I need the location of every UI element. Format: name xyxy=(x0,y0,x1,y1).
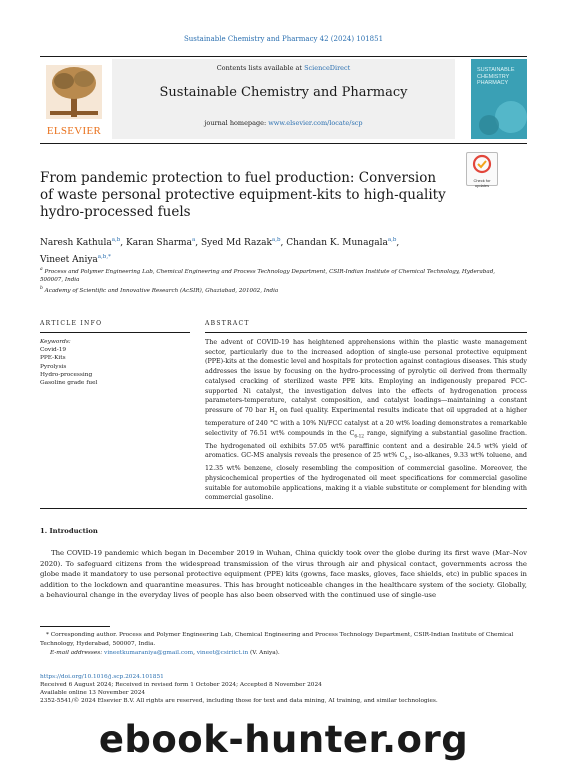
author-affiliation-mark[interactable]: a,b xyxy=(271,237,281,243)
email-line xyxy=(40,649,527,658)
footnote xyxy=(40,631,527,657)
abstract-bottom-rule xyxy=(40,508,527,509)
author-affiliation-mark[interactable]: a,b xyxy=(111,237,121,243)
cover-title xyxy=(477,67,515,87)
available-online: Available online 13 November 2024 xyxy=(40,690,146,696)
affiliation-text: Academy of Scientific and Innovative Research (AcSIR), Ghaziabad, 201002, India xyxy=(44,287,279,294)
abstract-subscript: 6-12 xyxy=(354,433,365,439)
copyright-line: 2352-5541/© 2024 Elsevier B.V. All rights are reserved, including those for text and data mining, AI training, and similar technologies. xyxy=(40,698,438,704)
author-name[interactable]: Chandan K. Munagala xyxy=(286,238,388,248)
keywords-label: Keywords: xyxy=(40,339,71,345)
abstract-subscript: 2 xyxy=(274,411,278,417)
article-history xyxy=(40,673,527,705)
introduction-text: The COVID-19 pandemic which began in December 2019 in Wuhan, China quickly took over the globe during its first wave (Mar–Nov 2020). To safeguard citizens from the widespread transmission of the virus through air and physical contact, governments across the globe made it mandatory to use personal protective equipment (PPE) kits (gowns, face masks, gloves, face shields, etc) in public spaces in addition to the lockdown and quarantine measures. This has brought noticeable changes in the healthcare system of the society. Globally, a behavioural change in the everyday lives of people has also been observed with the continued use of single-use xyxy=(40,549,527,600)
author-affiliation-mark[interactable]: a,b,* xyxy=(97,254,111,260)
footnote-rule xyxy=(40,626,110,627)
author-name[interactable]: Vineet Aniya xyxy=(40,255,98,265)
abstract-rule xyxy=(205,332,527,333)
check-updates-line-1: Check for xyxy=(473,178,491,183)
article-title: From pandemic protection to fuel production: Conversion of waste personal protective equipment-kits to high-quality hydro-processed fuels xyxy=(40,170,446,220)
keyword-item: Gasoline grade fuel xyxy=(40,380,98,387)
abstract-text xyxy=(205,338,527,503)
email-label: E-mail addresses: xyxy=(50,649,105,656)
journal-homepage-link[interactable]: www.elsevier.com/locate/scp xyxy=(268,119,363,127)
contents-line xyxy=(112,64,455,72)
footnote-text: Corresponding author. Process and Polymer Engineering Lab, Chemical Engineering and Process Technology Department, CSIR-Indian Institute of Chemical Technology, Hyderabad, 500007, India. xyxy=(40,632,514,647)
cover-line-2: CHEMISTRY xyxy=(477,73,510,80)
email-separator: , xyxy=(193,649,197,656)
sciencedirect-link[interactable]: ScienceDirect xyxy=(304,64,351,72)
elsevier-tree-icon xyxy=(40,61,108,123)
affiliation-mark: a xyxy=(40,267,43,272)
affiliation-mark: b xyxy=(40,285,43,291)
journal-cover-thumbnail xyxy=(471,59,527,139)
homepage-line xyxy=(112,119,455,127)
keyword-item: PPE-Kits xyxy=(40,355,66,362)
doi-link[interactable]: https://doi.org/10.1016/j.scp.2024.101851 xyxy=(40,674,164,680)
keyword-item: Hydro-processing xyxy=(40,371,93,378)
keyword-item: Covid-19 xyxy=(40,347,67,354)
author-affiliation-mark[interactable]: a,b xyxy=(387,237,397,243)
email-link[interactable]: vineet@csiriict.in xyxy=(196,649,249,656)
cover-line-3: PHARMACY xyxy=(477,80,509,86)
email-suffix: (V. Aniya). xyxy=(248,649,280,656)
check-for-updates-button[interactable] xyxy=(466,152,498,186)
author-affiliation-mark[interactable]: a xyxy=(191,237,196,243)
journal-header-center xyxy=(112,59,455,139)
keyword-item: Pyrolysis xyxy=(40,363,67,370)
cover-line-1: SUSTAINABLE xyxy=(477,67,515,73)
author-list: Naresh Kathula$^{a,b}$, Karan Sharma$^a$, Syed Md Razak$^{a,b}$, Chandan K. Munagala$^{a,b}$, Vineet Aniya$^{a,b,*}$ xyxy=(40,237,400,265)
email-link[interactable]: vineetkumaraniya@gmail.com xyxy=(104,649,194,656)
elsevier-logo xyxy=(40,61,108,137)
journal-reference[interactable]: Sustainable Chemistry and Pharmacy 42 (2024) 101851 xyxy=(183,35,384,43)
journal-header xyxy=(40,56,527,144)
elsevier-wordmark: ELSEVIER xyxy=(46,125,102,137)
affiliation-text: Process and Polymer Engineering Lab, Chemical Engineering and Process Technology Department, CSIR-Indian Institute of Chemical Technology, Hyderabad, 500007, India xyxy=(40,268,496,284)
affiliation-item xyxy=(40,285,510,295)
abstract-part: on fuel quality. Experimental results indicate that oil upgraded at a higher temperature of 240 °C with a 10% Ni/FCC catalyst at a 20 wt% loading demonstrates a remarkable selectivity of 76.51 wt% compounds in the C xyxy=(205,406,527,437)
abstract-subscript: 5-7 xyxy=(404,456,412,462)
keywords-block xyxy=(40,338,190,387)
article-info-heading: ARTICLE INFO xyxy=(40,320,103,327)
abstract-heading: ABSTRACT xyxy=(205,320,250,327)
author-name[interactable]: Syed Md Razak xyxy=(200,238,272,248)
homepage-prefix: journal homepage: xyxy=(204,119,269,127)
abstract-part: iso-alkanes, 9.33 wt% toluene, and 12.35 wt% benzene, closely resembling the composition of commercial gasoline. Moreover, the physicochemical properties of the hydrogenated oil meet specifications for commercial gasoline suitable for automobile applications, making it a viable substitute or complement for blending with commercial gasoline. xyxy=(205,452,527,502)
check-updates-line-2: updates xyxy=(474,182,490,188)
affiliation-item xyxy=(40,266,510,285)
abstract-part: range, signifying a substantial gasoline fraction. The hydrogenated oil exhibits 57.05 wt% paraffinic content and a desirable 24.5 wt% yield of aromatics. GC-MS analysis reveals the presence of 25 wt% C xyxy=(205,429,527,460)
journal-name: Sustainable Chemistry and Pharmacy xyxy=(159,85,408,100)
introduction-heading: 1. Introduction xyxy=(40,527,98,535)
corresponding-author-note xyxy=(40,631,527,649)
footnote-mark: * xyxy=(46,632,49,638)
article-info-rule xyxy=(40,332,190,333)
received-dates: Received 6 August 2024; Received in revised form 1 October 2024; Accepted 8 November 2024 xyxy=(40,682,322,688)
affiliations xyxy=(40,266,510,295)
abstract-part: The advent of COVID-19 has heightened apprehensions within the plastic waste management sector, particularly due to the increased adoption of single-use personal protective equipment (PPE)-kits at the domestic level and hospitals for protection against contagious diseases. This study addresses the issue by focusing on the hydro-processing of pyrolytic oil derived from thermally catalysed cracking of sterilized waste PPE kits. Employing an indigenously prepared FCC-supported Ni catalyst, the investigation delves into the effects of hydrogenation process parameters-temperature, catalyst composition, and catalyst loadings—maintaining a constant pressure of 70 bar H xyxy=(205,339,527,414)
watermark: ebook-hunter.org xyxy=(98,718,469,761)
contents-prefix: Contents lists available at xyxy=(216,64,305,72)
author-name[interactable]: Karan Sharma xyxy=(126,238,192,248)
author-name[interactable]: Naresh Kathula xyxy=(40,238,112,248)
check-for-updates-icon xyxy=(467,153,497,175)
